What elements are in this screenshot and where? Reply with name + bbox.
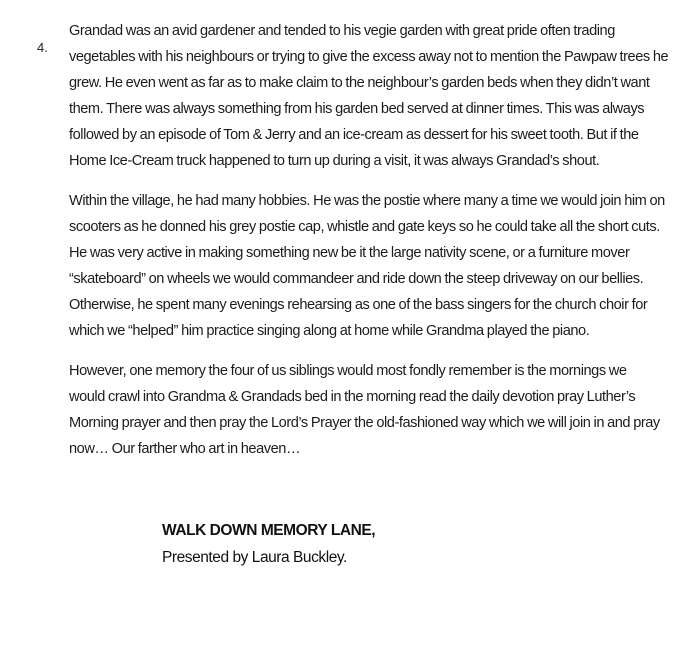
credits	[162, 517, 375, 571]
text-line: followed by an episode of Tom & Jerry and an ice-cream as dessert for his sweet tooth. But if the	[69, 127, 639, 143]
page-number: 4.	[37, 40, 48, 55]
text-line: them. There was always something from his garden bed served at dinner times. This was always	[69, 101, 645, 117]
paragraph-memory	[69, 358, 660, 462]
text-line: However, one memory the four of us siblings would most fondly remember is the mornings we	[69, 363, 627, 379]
credits-presenter: Presented by Laura Buckley.	[162, 549, 347, 566]
text-line: Within the village, he had many hobbies. He was the postie where many a time we would join him on	[69, 193, 665, 209]
paragraph-gardening	[69, 18, 669, 174]
paragraph-hobbies	[69, 188, 665, 344]
text-line: vegetables with his neighbours or trying to give the excess away not to mention the Pawpaw trees he	[69, 49, 669, 65]
text-line: Otherwise, he spent many evenings rehearsing as one of the bass singers for the church choir for	[69, 297, 648, 313]
credits-title: WALK DOWN MEMORY LANE,	[162, 522, 376, 539]
text-line: Grandad was an avid gardener and tended to his vegie garden with great pride often trading	[69, 23, 615, 39]
text-line: scooters as he donned his grey postie cap, whistle and gate keys so he could take all the short cuts.	[69, 219, 660, 235]
text-line: Home Ice-Cream truck happened to turn up during a visit, it was always Grandad’s shout.	[69, 153, 600, 169]
body-text	[69, 18, 669, 476]
text-line: which we “helped” him practice singing along at home while Grandma played the piano.	[69, 323, 590, 339]
text-line: “skateboard” on wheels we would commandeer and ride down the steep driveway on our bellies.	[69, 271, 644, 287]
text-line: now… Our farther who art in heaven…	[69, 441, 301, 457]
text-line: grew. He even went as far as to make claim to the neighbour’s garden beds when they didn’t want	[69, 75, 650, 91]
text-line: would crawl into Grandma & Grandads bed in the morning read the daily devotion pray Luther’s	[69, 389, 636, 405]
text-line: Morning prayer and then pray the Lord’s Prayer the old-fashioned way which we will join in and pray	[69, 415, 660, 431]
text-line: He was very active in making something new be it the large nativity scene, or a furniture mover	[69, 245, 630, 261]
